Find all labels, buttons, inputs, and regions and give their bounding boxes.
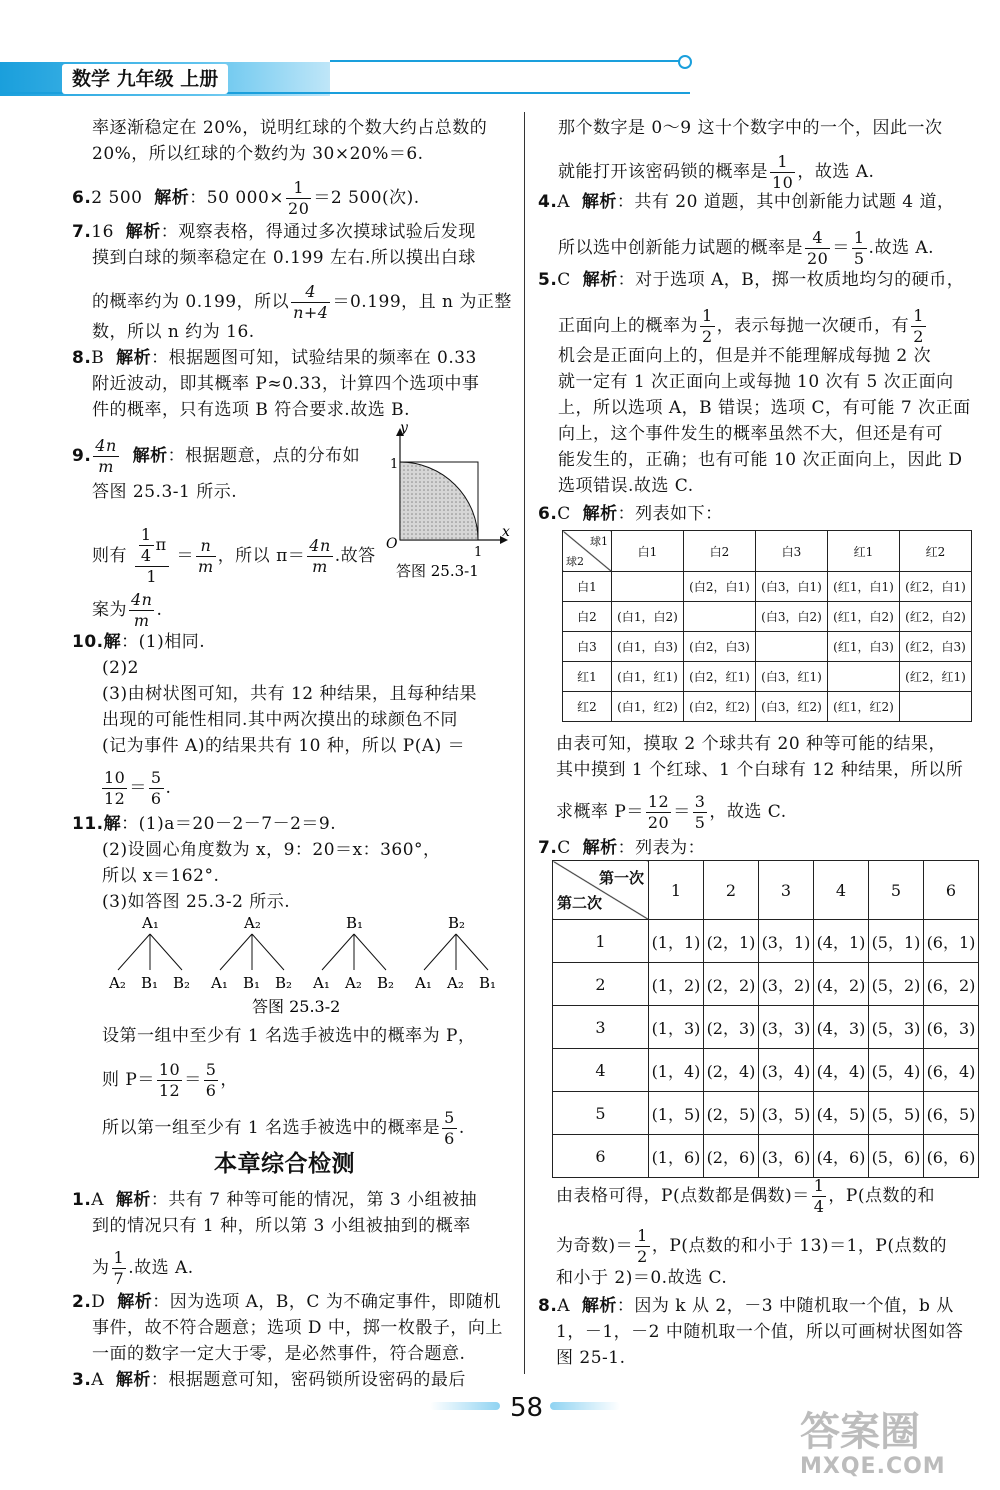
table-cell: (红1，红2) [828,692,900,722]
column-divider [524,112,525,1374]
table-row [563,662,972,692]
tree-root-label: A₁ [142,914,159,932]
text-line: 案为 $\frac{4n}{m}$ . [92,590,163,630]
table-cell: (5，3) [869,1006,924,1049]
answer-r4: 4.A 解析：共有 20 道题，其中创新能力试题 4 道， [538,192,955,212]
table-cell: (1，4) [649,1049,704,1092]
table-cell: 3 [553,1006,649,1049]
table-cell: (白1，白2) [612,602,684,632]
table-cell: (5，1) [869,920,924,963]
answer-7: 7.16 解析：观察表格，得通过多次摸球试验后发现 [72,222,476,242]
text-line: 所以第一组至少有 1 名选手被选中的概率是 $\frac{5}{6}$ . [102,1108,465,1148]
text-line: (3)如答图 25.3-2 所示. [102,892,291,912]
table-header-cell: 2 [704,861,759,920]
table-cell: (6，1) [924,920,979,963]
section-title: 本章综合检测 [214,1151,355,1177]
table-row [563,602,972,632]
table-cell: (2，6) [704,1135,759,1178]
tree-diagram [100,910,520,1020]
text-line: 所以选中创新能力试题的概率是 $\frac{4}{20}$ ＝ $\frac{1}{5}$ .故选 A. [558,228,935,268]
table-cell: (3，3) [759,1006,814,1049]
text-line: 件的概率，只有选项 B 符合要求.故选 B. [92,400,411,420]
figure-quarter-circle [378,420,518,580]
table-cell: (红1，白1) [828,572,900,602]
table-cell: (6，5) [924,1092,979,1135]
text-line: 能发生的，正确；也有可能 10 次正面向上，因此 D [558,450,963,470]
table-header-cell: 4 [814,861,869,920]
answer-r7: 7.C 解析：列表为： [538,838,706,858]
text-line: $\frac{10}{12}$ ＝ $\frac{5}{6}$ . [104,768,172,808]
answer-r5: 5.C 解析：对于选项 A，B，掷一枚质地均匀的硬币， [538,270,965,290]
table-cell: (5，2) [869,963,924,1006]
table-cell: (白3，红1) [756,662,828,692]
text-line: 其中摸到 1 个红球、1 个白球有 12 种结果，所以所 [556,760,964,780]
text-line: (2)设圆心角度数为 x，9：20＝x：360°， [102,840,441,860]
table-cell: (1，3) [649,1006,704,1049]
answer-8: 8.B 解析：根据题图可知，试验结果的频率在 0.33 [72,348,477,368]
tree-leaf-label: A₁ [313,974,330,992]
dice-table [552,860,979,1178]
text-line: 则有 $\frac{1}{4}$ π 1 ＝ $\frac{n}{m}$ ，所以 π＝ $\frac{4n}{m}$ .故答 [92,525,376,586]
table-cell: (6，6) [924,1135,979,1178]
text-line: 那个数字是 0～9 这十个数字中的一个，因此一次 [558,118,943,138]
tree-leaf-label: B₂ [275,974,293,992]
table-row [553,1006,979,1049]
table-cell: (4，6) [814,1135,869,1178]
tree-branch [322,934,354,970]
table-header-row [553,861,979,920]
tree-leaf-label: B₂ [173,974,191,992]
table-row [563,632,972,662]
table-cell: (3，4) [759,1049,814,1092]
tree-branch [456,934,488,970]
tree-root-label: B₂ [448,914,466,932]
table-cell: (2，1) [704,920,759,963]
answer-11: 11.解：(1)a＝20－2－7－2＝9. [72,814,337,834]
tree-leaf-label: B₁ [243,974,261,992]
table-cell: (2，5) [704,1092,759,1135]
text-line: 上，所以选项 A，B 错误；选项 C，有可能 7 次正面 [558,398,971,418]
tree-root-label: B₁ [346,914,364,932]
text-line: 就一定有 1 次正面向上或每抛 10 次有 5 次正面向 [558,372,954,392]
table-row [563,572,972,602]
table-row [553,1135,979,1178]
text-line: 一面的数字一定大于零，是必然事件，符合题意. [92,1344,466,1364]
text-line: (3)由树状图可知，共有 12 种结果，且每种结果 [102,684,478,704]
tree-leaf-label: A₂ [109,974,126,992]
tree-leaf-label: A₂ [345,974,362,992]
text-line: 20%，所以红球的个数约为 30×20%＝6. [92,144,424,164]
table-cell: 红2 [563,692,612,722]
table-cell: (白1，红2) [612,692,684,722]
table-cell: (4，5) [814,1092,869,1135]
answer-r8: 8.A 解析：因为 k 从 2，－3 中随机取一个值，b 从 [538,1296,954,1316]
tree-leaf-label: A₁ [415,974,432,992]
table-cell: 4 [553,1049,649,1092]
table-cell: (6，3) [924,1006,979,1049]
table-cell: (2，2) [704,963,759,1006]
table-header-cell: 红1 [828,531,900,572]
text-line: 率逐渐稳定在 20%，说明红球的个数大约占总数的 [92,118,488,138]
text-line: (2)2 [102,658,139,678]
table-cell: (1，6) [649,1135,704,1178]
table-header-row [563,531,972,572]
table-cell [900,692,972,722]
footer-ornament-right [550,1402,620,1410]
watermark-line2: MXQE.COM [800,1454,946,1479]
text-line: 图 25-1. [556,1348,626,1368]
table-cell [684,602,756,632]
tree-leaf-label: B₂ [377,974,395,992]
table-cell: (白1，白3) [612,632,684,662]
tree-leaf-label: A₁ [211,974,228,992]
text-line: 所以 x＝162°. [102,866,220,886]
table-cell: 6 [553,1135,649,1178]
table-cell: 白2 [563,602,612,632]
table-cell [828,662,900,692]
text-line: 就能打开该密码锁的概率是 $\frac{1}{10}$ ，故选 A. [558,152,875,192]
text-line: 则 P＝ $\frac{10}{12}$ ＝ $\frac{5}{6}$ ， [102,1060,238,1100]
table-cell: (3，5) [759,1092,814,1135]
text-line: 附近波动，即其概率 P≈0.33，计算四个选项中事 [92,374,480,394]
table-row [553,963,979,1006]
text-line: 1，－1，－2 中随机取一个值，所以可画树状图如答 [556,1322,964,1342]
table-cell: (红1，白2) [828,602,900,632]
text-line: 向上，这个事件发生的概率虽然不大，但还是有可 [558,424,943,444]
text-line: 由表格可得，P(点数都是偶数)＝ $\frac{1}{4}$ ，P(点数的和 [556,1176,935,1216]
table-cell: (2，4) [704,1049,759,1092]
table-header-cell: 5 [869,861,924,920]
table-cell: (白3，白1) [756,572,828,602]
text-line: 的概率约为 0.199，所以 $\frac{4}{n+4}$ ＝0.199，且 n 为正整 [92,282,512,322]
table-cell: (红2，白2) [900,602,972,632]
table-cell: (1，1) [649,920,704,963]
text-line: 到的情况只有 1 种，所以第 3 小组被抽到的概率 [92,1216,471,1236]
table-cell: (红2，白1) [900,572,972,602]
table-cell: 红1 [563,662,612,692]
table-corner-cell: 球1 球2 [563,531,612,572]
footer-ornament-left [430,1402,500,1410]
tree-branch [150,934,182,970]
table-cell: 2 [553,963,649,1006]
answer-s3: 3.A 解析：根据题意可知，密码锁所设密码的最后 [72,1370,466,1390]
table-cell: 白3 [563,632,612,662]
watermark-line1: 答案圈 [800,1409,920,1455]
table-cell: (白3，红2) [756,692,828,722]
text-line: 为奇数)＝ $\frac{1}{2}$ ，P(点数的和小于 13)＝1，P(点数的 [556,1226,947,1266]
table-header-cell: 白3 [756,531,828,572]
table-cell: (4，1) [814,920,869,963]
table-cell: (2，3) [704,1006,759,1049]
table-row [553,1049,979,1092]
table-cell: 5 [553,1092,649,1135]
origin-label: O [386,536,398,552]
ball-table [562,530,972,722]
axis-y-label: y [400,420,408,436]
text-line: 选项错误.故选 C. [558,476,694,496]
text-line: 出现的可能性相同.其中两次摸出的球颜色不同 [102,710,458,730]
table-cell: (白2，白3) [684,632,756,662]
table-cell: (红2，白3) [900,632,972,662]
watermark-logo [800,1410,946,1480]
table-header-cell: 红2 [900,531,972,572]
table-cell: (6，4) [924,1049,979,1092]
table-cell: (5，5) [869,1092,924,1135]
table-cell: (4，4) [814,1049,869,1092]
answer-r6: 6.C 解析：列表如下： [538,504,723,524]
answer-s2: 2.D 解析：因为选项 A，B，C 为不确定事件，即随机 [72,1292,501,1312]
text-line: 数，所以 n 约为 16. [92,322,255,342]
table-row [563,692,972,722]
text-line: 和小于 2)＝0.故选 C. [556,1268,728,1288]
text-line: (记为事件 A)的结果共有 10 种，所以 P(A) ＝ [102,736,466,756]
tree-branch [252,934,284,970]
tick-label: 1 [474,545,483,560]
table-cell: (5，4) [869,1049,924,1092]
text-line: 求概率 P＝ $\frac{12}{20}$ ＝ $\frac{3}{5}$ ，故选 C. [556,792,787,832]
tick-label: 1 [390,457,399,472]
table-cell: (白2，红1) [684,662,756,692]
text-line: 由表可知，摸取 2 个球共有 20 种等可能的结果， [556,734,947,754]
table-cell: (6，2) [924,963,979,1006]
table-cell: (3，2) [759,963,814,1006]
text-line: 正面向上的概率为 $\frac{1}{2}$ ，表示每抛一次硬币，有 $\frac{1}{2}$ [558,306,924,346]
text-line: 为 $\frac{1}{7}$ .故选 A. [92,1248,194,1288]
table-cell: (1，2) [649,963,704,1006]
table-cell: (4，2) [814,963,869,1006]
table-cell: (红2，红1) [900,662,972,692]
table-cell: (白3，白2) [756,602,828,632]
tree-leaf-label: A₂ [447,974,464,992]
tree-leaf-label: B₁ [141,974,159,992]
table-header-cell: 1 [649,861,704,920]
figure-caption: 答图 25.3-1 [396,562,479,580]
table-cell [612,572,684,602]
text-line: 设第一组中至少有 1 名选手被选中的概率为 P， [102,1026,476,1046]
text-line: 事件，故不符合题意；选项 D 中，掷一枚骰子，向上 [92,1318,503,1338]
figure-caption: 答图 25.3-2 [252,997,341,1016]
answer-9: 9. $\frac{4n}{m}$ 解析：根据题意，点的分布如 [72,436,361,476]
table-cell: (3，6) [759,1135,814,1178]
header-dot-icon [678,55,692,69]
table-cell: 1 [553,920,649,963]
tree-branch [424,934,456,970]
table-header-cell: 白2 [684,531,756,572]
table-cell: (白1，红1) [612,662,684,692]
header-title: 数学 九年级 上册 [62,64,228,94]
table-row [553,920,979,963]
tree-leaf-label: B₁ [479,974,497,992]
table-cell: (红1，白3) [828,632,900,662]
text-line: 机会是正面向上的，但是并不能理解成每抛 2 次 [558,346,932,366]
table-header-cell: 白1 [612,531,684,572]
tree-branch [220,934,252,970]
table-cell: (1，5) [649,1092,704,1135]
table-corner-cell: 第一次 第二次 [553,861,649,920]
answer-10: 10.解：(1)相同. [72,632,206,652]
table-row [553,1092,979,1135]
table-cell: (3，1) [759,920,814,963]
tree-root-label: A₂ [244,914,261,932]
page-number: 58 [510,1393,544,1423]
table-cell [756,632,828,662]
table-cell: (白2，白1) [684,572,756,602]
tree-branch [118,934,150,970]
answer-s1: 1.A 解析：共有 7 种等可能的情况，第 3 小组被抽 [72,1190,478,1210]
text-line: 答图 25.3-1 所示. [92,482,238,502]
table-header-cell: 3 [759,861,814,920]
text-line: 摸到白球的频率稳定在 0.199 左右.所以摸出白球 [92,248,476,268]
table-cell: (5，6) [869,1135,924,1178]
axis-x-label: x [502,524,510,540]
table-header-cell: 6 [924,861,979,920]
header-rule-top [330,60,680,62]
answer-6: 6.2 500 解析：50 000× $\frac{1}{20}$ ＝2 500(次). [72,178,420,218]
tree-branch [354,934,386,970]
table-cell: (4，3) [814,1006,869,1049]
table-cell: 白1 [563,572,612,602]
table-cell: (白2，红2) [684,692,756,722]
